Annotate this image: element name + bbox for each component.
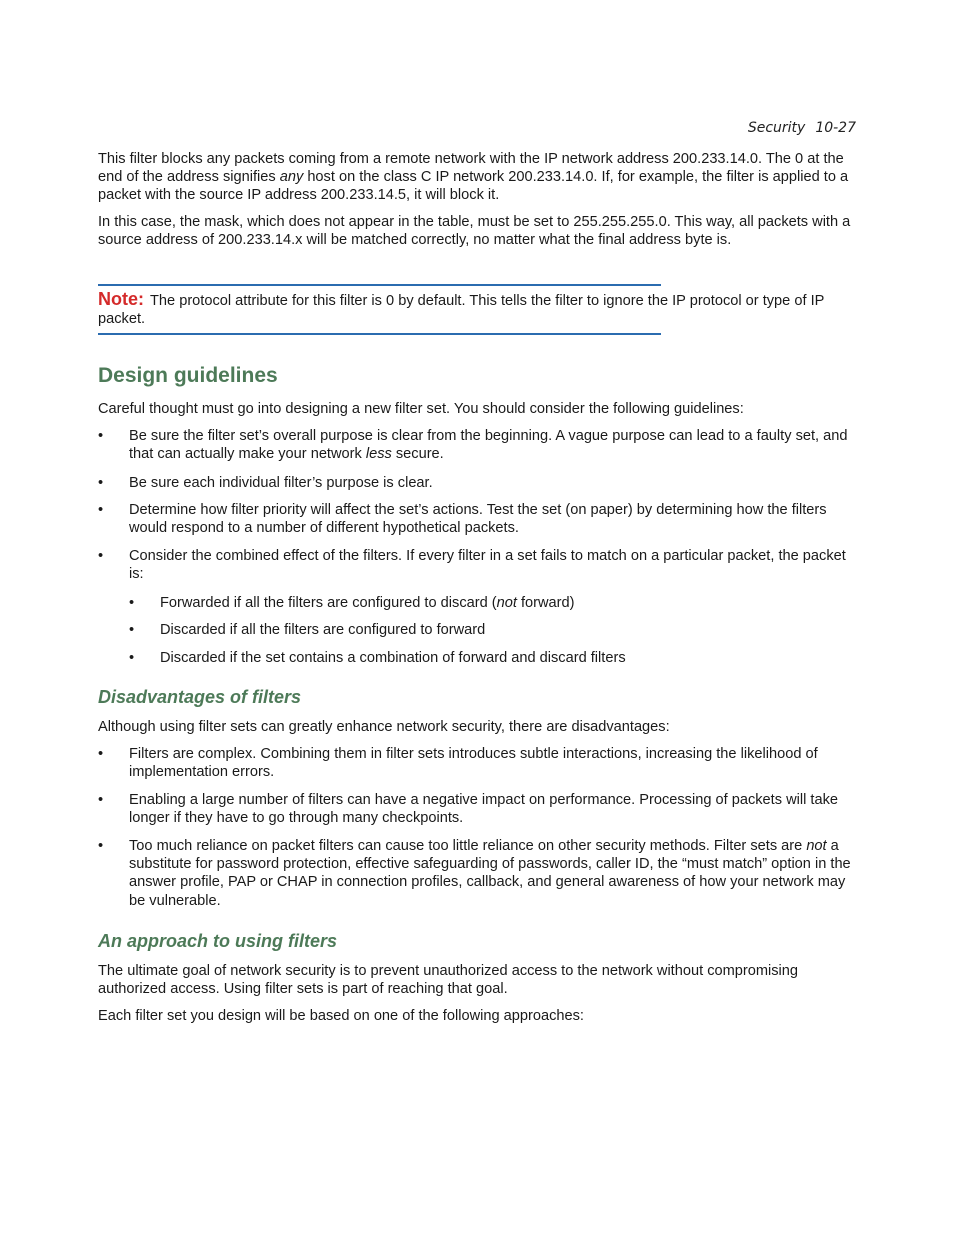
approach-paragraph-2: Each filter set you design will be based on one of the following approaches: — [98, 1008, 584, 1024]
bullet-glyph: • — [98, 746, 104, 762]
list-item-text: Determine how filter priority will affect the set’s actions. Test the set (on paper) by determining how the filters would respond to a number of different hypothetical packets. — [129, 502, 827, 537]
design-lead: Careful thought must go into designing a new filter set. You should consider the following guidelines: — [98, 401, 744, 417]
heading-design-guidelines: Design guidelines — [98, 364, 278, 387]
intro-paragraph-2: In this case, the mask, which does not appear in the table, must be set to 255.255.255.0. This way, all packets with a source address of 200.233.14.x will be matched correctly, no matter what the final address byte is. — [98, 214, 851, 249]
header-page-number: 10-27 — [815, 120, 856, 136]
bullet-glyph: • — [129, 622, 135, 638]
bullet-glyph: • — [129, 595, 135, 611]
intro-paragraph-1: This filter blocks any packets coming from a remote network with the IP network address 200.233.14.0. The 0 at the end of the address signifies any host on the class C IP network 200.233.14.0. If, for example, the filter is applied to a packet with the source IP address 200.233.14.5, it will block it. — [98, 151, 849, 204]
note-label: Note: — [98, 289, 144, 309]
bullet-glyph: • — [98, 792, 104, 808]
disadvantages-lead: Although using filter sets can greatly enhance network security, there are disadvantages: — [98, 719, 670, 735]
note-bottom-rule — [98, 333, 661, 335]
list-item-text: Discarded if the set contains a combination of forward and discard filters — [160, 650, 626, 666]
list-item-text: Enabling a large number of filters can have a negative impact on performance. Processing of packets will take longer if they have to go through many checkpoints. — [129, 792, 838, 827]
bullet-glyph: • — [98, 475, 104, 491]
list-item-text: Be sure the filter set’s overall purpose is clear from the beginning. A vague purpose can lead to a faulty set, and that can actually make your network less secure. — [129, 428, 848, 463]
note-text: The protocol attribute for this filter is 0 by default. This tells the filter to ignore the IP protocol or type of IP packet. — [98, 293, 825, 328]
list-item-text: Forwarded if all the filters are configured to discard (not forward) — [160, 595, 575, 611]
bullet-glyph: • — [129, 650, 135, 666]
list-item-text: Discarded if all the filters are configured to forward — [160, 622, 486, 638]
heading-disadvantages: Disadvantages of filters — [98, 687, 302, 707]
heading-approach: An approach to using filters — [98, 931, 338, 951]
list-item-text: Too much reliance on packet filters can cause too little reliance on other security methods. Filter sets are not a substitute for password protection, effective safeguarding of passwords, caller ID, the “must match” option in the answer profile, PAP or CHAP in connection profiles, callback, and general awareness of how your network may be vulnerable. — [129, 838, 851, 909]
note-box — [98, 290, 856, 328]
bullet-glyph: • — [98, 838, 104, 854]
list-item-text: Consider the combined effect of the filters. If every filter in a set fails to match on a particular packet, the packet is: — [129, 548, 846, 583]
bullet-glyph: • — [98, 502, 104, 518]
list-item-text: Filters are complex. Combining them in filter sets introduces subtle interactions, increasing the likelihood of implementation errors. — [129, 746, 818, 781]
running-header — [748, 120, 856, 136]
bullet-glyph: • — [98, 548, 104, 564]
list-item-text: Be sure each individual filter’s purpose is clear. — [129, 475, 433, 491]
approach-paragraph-1: The ultimate goal of network security is to prevent unauthorized access to the network without compromising authorized access. Using filter sets is part of reaching that goal. — [98, 963, 799, 998]
header-section-title: Security — [747, 120, 806, 136]
note-top-rule — [98, 284, 661, 286]
bullet-glyph: • — [98, 428, 104, 444]
